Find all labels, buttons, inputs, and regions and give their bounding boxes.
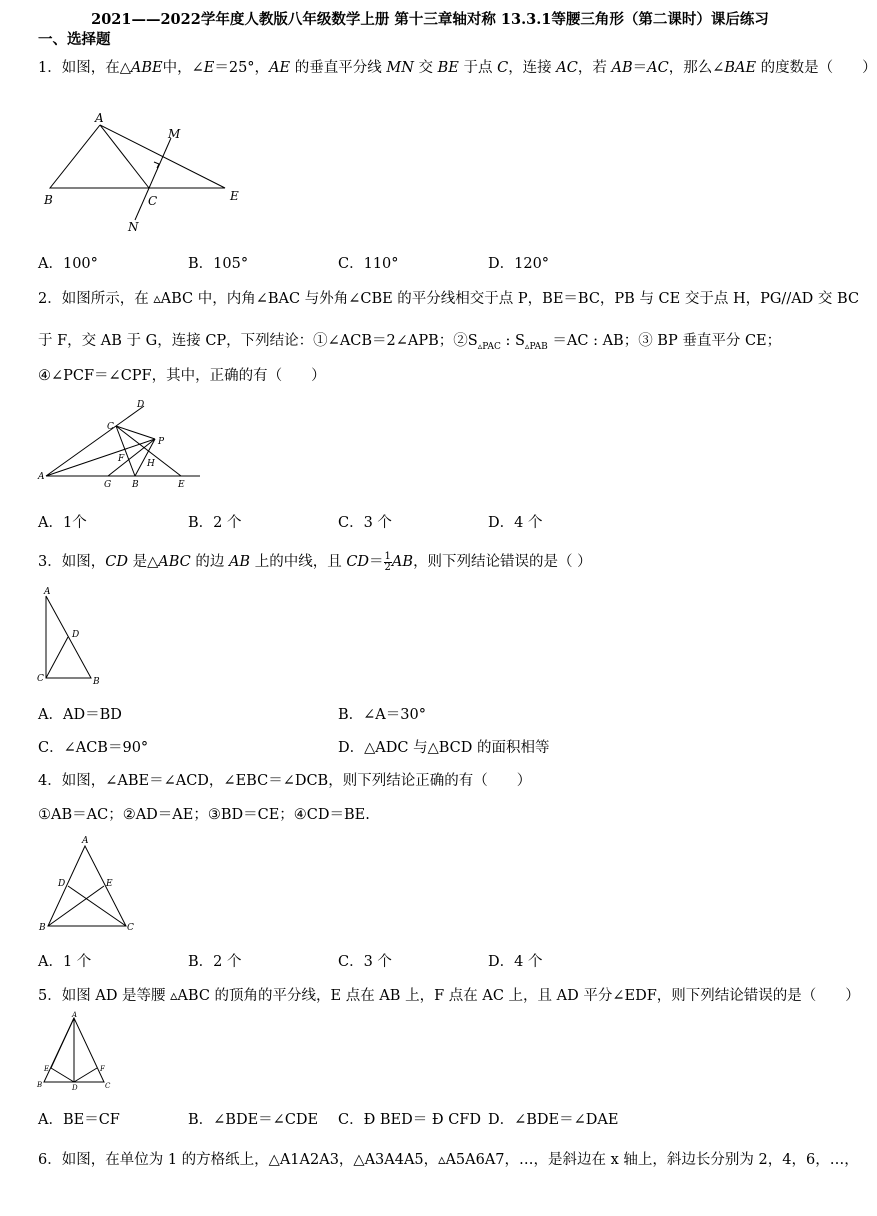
segment-ap: [46, 439, 155, 476]
label-b: B: [93, 677, 100, 687]
label-d: D: [137, 400, 145, 410]
segment-gp: [108, 439, 155, 476]
label-a: A: [38, 472, 45, 482]
q1-option-d[interactable]: D．120°: [488, 256, 550, 272]
question-2-line-2: 于 F，交 AB 于 G，连接 CP，下列结论：①∠ACB＝2∠APB；$②S_{▵PAC}$ : $S_{▵PAB} =AC$ : AB；③ BP 垂直平分 CE；: [38, 333, 782, 352]
label-b: B: [39, 923, 46, 933]
triangle-abe-outline: [50, 125, 225, 188]
question-5-text: 5．如图 AD 是等腰 ▵ABC 的顶角的平分线，E 点在 AB 上，F 点在 AC 上，且 AD 平分∠EDF，则下列结论错误的是（ ）: [38, 988, 860, 1004]
question-4-line-1: 4．如图，∠ABE＝∠ACD，∠EBC＝∠DCB，则下列结论正确的有（ ）: [38, 773, 532, 789]
q4-option-c[interactable]: C．3 个: [338, 954, 392, 970]
q2-option-b[interactable]: B．2 个: [188, 515, 242, 531]
q4-option-a[interactable]: A．1 个: [38, 954, 92, 970]
question-6-text: 6．如图，在单位为 1 的方格纸上，△A1A2A3，△A3A4A5，▵A5A6A7，…，是斜边在 x 轴上，斜边长分别为 2，4，6，…，: [38, 1152, 859, 1168]
label-c: C: [105, 1082, 111, 1090]
label-c: C: [148, 194, 158, 208]
label-c: C: [107, 422, 114, 432]
label-e: E: [178, 480, 185, 490]
question-4-line-2: ①AB＝AC；②AD＝AE；③BD＝CE；④CD＝BE.: [38, 807, 370, 823]
label-g: G: [104, 480, 112, 490]
q2-option-d[interactable]: D．4 个: [488, 515, 543, 531]
q3-option-c[interactable]: C．∠ACB＝90°: [38, 740, 149, 756]
question-3-text: 3．如图，CD 是△ABC 的边 AB 上的中线，且 CD＝ $\frac{1}{2}$ AB，则下列结论错误的是（ ）: [38, 550, 592, 573]
q5-option-d[interactable]: D．∠BDE＝∠DAE: [488, 1112, 619, 1128]
question-2-line-1: 2．如图所示，在 ▵ABC 中，内角∠BAC 与外角∠CBE 的平分线相交于点 P，BE＝BC，PB 与 CE 交于点 H，PG//AD 交 BC: [38, 291, 860, 307]
question-1-figure: [40, 112, 250, 237]
q2-option-a[interactable]: A．1个: [38, 515, 87, 531]
segment-fd: [74, 1068, 97, 1082]
label-a: A: [44, 587, 51, 597]
label-c: C: [37, 674, 44, 684]
question-3-figure: [36, 586, 111, 688]
fraction-one-half: $\frac{1}{2}$: [384, 550, 391, 573]
segment-ed: [51, 1068, 74, 1082]
segment-cp: [116, 426, 155, 439]
q1-option-c[interactable]: C．110°: [338, 256, 399, 272]
label-b: B: [132, 480, 139, 490]
q1-option-b[interactable]: B．105°: [188, 256, 249, 272]
label-a: A: [82, 836, 89, 846]
question-2-line-3: ④∠PCF＝∠CPF，其中，正确的有（ ）: [38, 368, 326, 384]
worksheet-title: 2021——2022学年度人教版八年级数学上册 第十三章轴对称 13.3.1等腰三角形（第二课时）课后练习: [91, 11, 769, 28]
label-d: D: [72, 630, 80, 640]
q2-option-c[interactable]: C．3 个: [338, 515, 392, 531]
question-2-figure: [38, 398, 213, 490]
label-e: E: [230, 189, 239, 203]
question-1-text: 1．如图，在△ABE中，∠E＝25°，AE 的垂直平分线 MN 交 BE 于点 C，连接 AC，若 AB＝AC，那么∠BAE 的度数是（ ）: [38, 60, 877, 76]
q5-option-c[interactable]: C．Đ BED＝ Đ CFD: [338, 1112, 481, 1128]
label-b: B: [37, 1081, 43, 1089]
segment-ac: [100, 125, 149, 188]
label-m: M: [168, 127, 181, 141]
section-heading: 一、选择题: [38, 31, 111, 48]
label-c: C: [127, 923, 134, 933]
label-h: H: [147, 459, 155, 469]
q5-option-a[interactable]: A．BE＝CF: [38, 1112, 120, 1128]
label-a: A: [95, 111, 104, 125]
question-4-figure: [38, 834, 138, 934]
q3-option-a[interactable]: A．AD＝BD: [38, 707, 122, 723]
q4-option-d[interactable]: D．4 个: [488, 954, 543, 970]
label-d: D: [72, 1084, 78, 1092]
segment-ae-overlay: [51, 1018, 74, 1068]
label-f: F: [100, 1065, 105, 1073]
q5-option-b[interactable]: B．∠BDE＝∠CDE: [188, 1112, 319, 1128]
label-d: D: [58, 879, 66, 889]
label-e: E: [106, 879, 113, 889]
q3-option-b[interactable]: B．∠A＝30°: [338, 707, 426, 723]
segment-ac: [46, 426, 116, 476]
q1-option-a[interactable]: A．100°: [38, 256, 98, 272]
question-5-figure: [34, 1010, 114, 1092]
median-cd: [46, 637, 68, 678]
label-a: A: [72, 1011, 78, 1019]
label-f: F: [118, 454, 125, 464]
label-n: N: [128, 220, 139, 234]
q4-option-b[interactable]: B．2 个: [188, 954, 242, 970]
label-e: E: [44, 1065, 50, 1073]
label-b: B: [44, 193, 53, 207]
q3-option-d[interactable]: D．△ADC 与△BCD 的面积相等: [338, 740, 550, 756]
label-p: P: [158, 437, 165, 447]
